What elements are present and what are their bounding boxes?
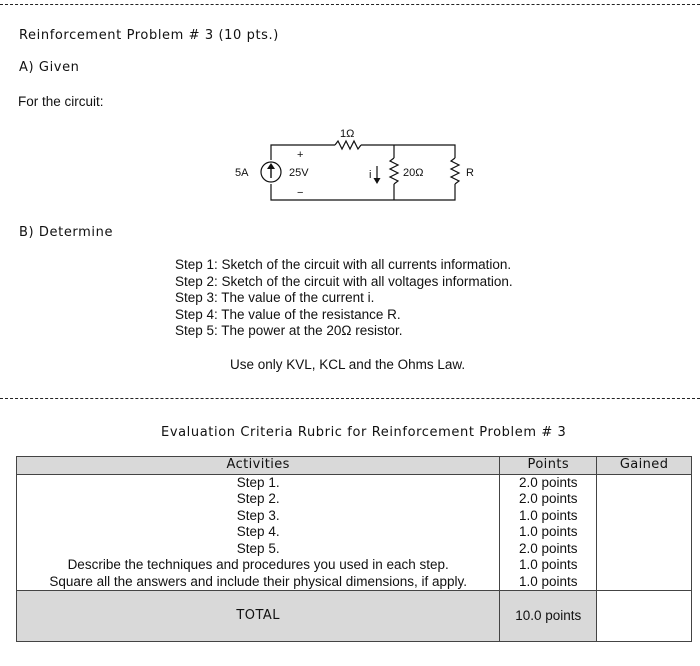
table-row [17,557,692,574]
wire-top-right [361,145,455,158]
gained-cell [597,557,692,574]
label-source-voltage: 25V [289,167,309,179]
label-plus: + [297,149,304,161]
label-r-series: 1Ω [340,128,355,140]
points-cell: 2.0 points [500,491,597,508]
label-current-i: i [369,169,372,181]
activity-cell: Step 2. [17,491,500,508]
activity-cell: Step 5. [17,541,500,558]
step-item: Step 4: The value of the resistance R. [175,306,401,322]
header-activities: Activities [17,457,500,475]
points-cell: 2.0 points [500,474,597,491]
rubric-table [16,456,692,642]
resistor-20ohm-icon [390,158,398,184]
total-gained-cell [597,591,692,642]
table-row [17,508,692,525]
gained-cell [597,524,692,541]
total-points: 10.0 points [500,591,597,642]
points-cell: 2.0 points [500,541,597,558]
points-cell: 1.0 points [500,574,597,591]
label-r-unknown: R [466,167,474,179]
problem-title: Reinforcement Problem # 3 (10 pts.) [19,28,279,43]
table-row [17,524,692,541]
rubric-header-row [17,457,692,475]
gained-cell [597,541,692,558]
gained-cell [597,491,692,508]
table-row [17,474,692,491]
gained-cell [597,508,692,525]
rubric-title: Evaluation Criteria Rubric for Reinforcement Problem # 3 [161,425,567,440]
activity-cell: Square all the answers and include their physical dimensions, if apply. [17,574,500,591]
label-r-shunt: 20Ω [403,167,424,179]
activity-cell: Step 3. [17,508,500,525]
label-minus: − [297,187,304,199]
header-gained: Gained [597,457,692,475]
label-source-current: 5A [235,167,249,179]
activity-cell: Describe the techniques and procedures you used in each step. [17,557,500,574]
steps-list [175,257,513,340]
resistor-r-icon [451,158,459,184]
points-cell: 1.0 points [500,557,597,574]
points-cell: 1.0 points [500,524,597,541]
step-item: Step 2: Sketch of the circuit with all voltages information. [175,273,513,289]
total-label: TOTAL [17,591,500,642]
step-item: Step 1: Sketch of the circuit with all currents information. [175,257,512,272]
middle-divider [0,398,700,399]
step-item: Step 5: The power at the 20Ω resistor. [175,323,403,339]
method-note: Use only KVL, KCL and the Ohms Law. [230,357,466,372]
section-b-heading: B) Determine [19,225,114,240]
section-a-heading: A) Given [19,60,80,75]
gained-cell [597,574,692,591]
gained-cell [597,474,692,491]
activity-cell: Step 4. [17,524,500,541]
activity-cell: Step 1. [17,474,500,491]
points-cell: 1.0 points [500,508,597,525]
header-points: Points [500,457,597,475]
total-row [17,591,692,642]
table-row [17,574,692,591]
resistor-1ohm-icon [335,141,361,149]
top-divider [0,4,700,5]
table-row [17,541,692,558]
circuit-diagram [225,118,495,210]
for-circuit-text: For the circuit: [18,94,104,109]
table-row [17,491,692,508]
step-item: Step 3: The value of the current i. [175,290,375,306]
